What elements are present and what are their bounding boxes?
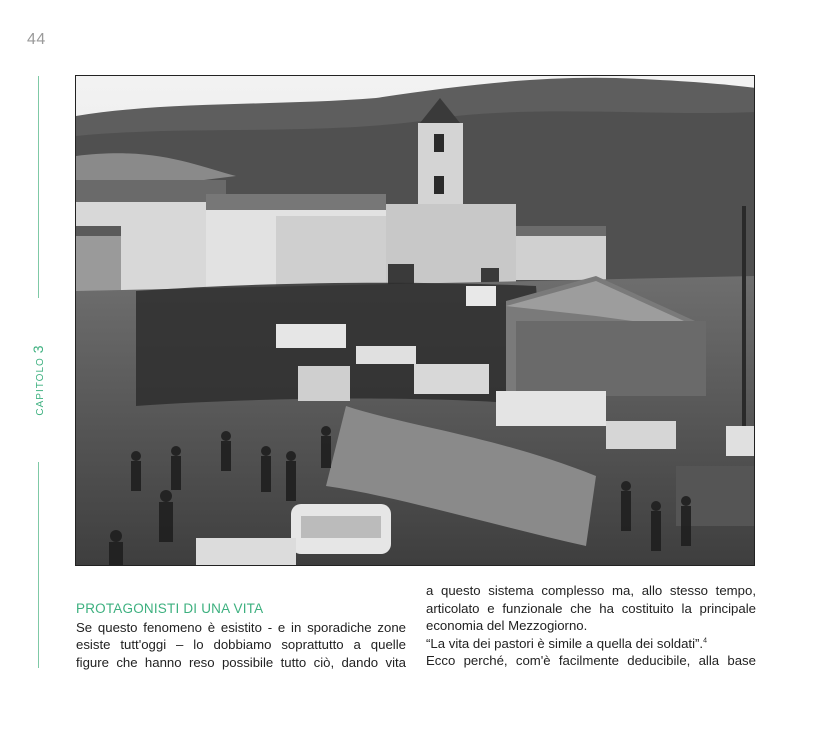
quote-text: “La vita dei pastori è simile a quella dei soldati”.	[426, 635, 704, 651]
section-title: PROTAGONISTI DI UNA VITA	[76, 601, 264, 616]
paragraph-line: Se questo fenomeno è esistito - e in sporadiche zone	[76, 619, 406, 635]
side-rule-bottom	[38, 462, 39, 668]
market-photograph	[75, 75, 755, 566]
photo-icon	[76, 76, 755, 566]
paragraph-line: figure che hanno reso possibile tutto ciò, dando vita	[76, 654, 406, 670]
paragraph-line: esiste tutt'oggi – lo dobbiamo soprattutto a quelle	[76, 637, 406, 652]
quote-line	[426, 635, 756, 653]
paragraph-line: economia del Mezzogiorno.	[426, 618, 588, 633]
paragraph-line: Ecco perché, com'è facilmente deducibile, alla base	[426, 653, 756, 668]
footnote-marker: 4	[703, 637, 707, 645]
paragraph-line: articolato e funzionale che ha costituito la principale	[426, 600, 756, 616]
side-rule-top	[38, 76, 39, 298]
text-column-left	[76, 600, 406, 671]
chapter-number: 3	[30, 344, 46, 354]
text-column-right	[426, 582, 756, 670]
chapter-label	[30, 344, 46, 415]
paragraph-line: a questo sistema complesso ma, allo stesso tempo,	[426, 583, 756, 598]
chapter-label-text: CAPITOLO	[35, 357, 46, 416]
page-number: 44	[27, 31, 46, 48]
